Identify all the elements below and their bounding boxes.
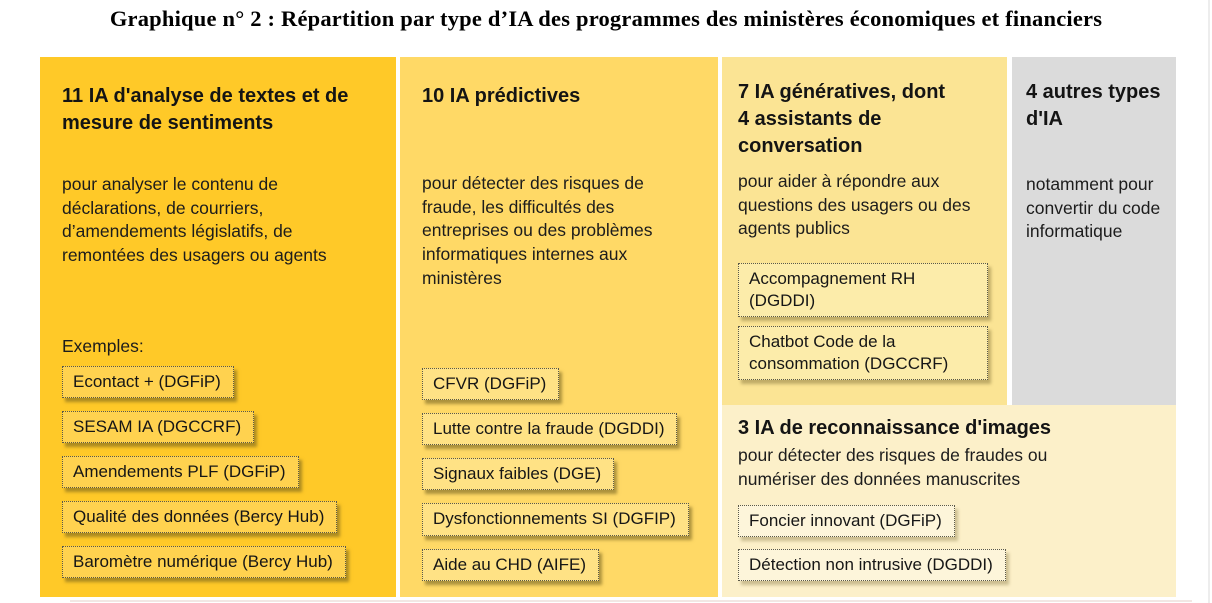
panel-predictive-description: pour détecter des risques de fraude, les difficultés des entreprises ou des problèmes informatiques internes aux ministères (422, 173, 653, 288)
program-box: Aide au CHD (AIFE) (422, 549, 599, 581)
figure-title: Graphique n° 2 : Répartition par type d’IA des programmes des ministères économiques et financiers (109, 6, 1103, 31)
program-box: CFVR (DGFiP) (422, 368, 559, 400)
panel-other-types-description: notamment pour convertir du code informatique (1026, 174, 1161, 242)
program-box: Lutte contre la fraude (DGDDI) (422, 413, 677, 445)
examples-label: Exemples: (62, 335, 144, 356)
panel-predictive (400, 57, 718, 597)
program-box: Baromètre numérique (Bercy Hub) (62, 546, 346, 578)
panel-generative-description: pour aider à répondre aux questions des usagers ou des agents publics (738, 171, 971, 239)
program-box: Détection non intrusive (DGDDI) (738, 549, 1006, 581)
panel-text-analysis (40, 57, 396, 597)
program-box: Dysfonctionnements SI (DGFIP) (422, 503, 689, 535)
panel-other-types-heading: 4 autres types d'IA (1026, 81, 1161, 130)
panel-other-types (1012, 57, 1176, 405)
program-box: Econtact + (DGFiP) (62, 366, 234, 398)
program-box: Signaux faibles (DGE) (422, 458, 614, 490)
program-box: Accompagnement RH (DGDDI) (738, 263, 988, 317)
panel-generative-heading: 7 IA génératives, dont 4 assistants de conversation (738, 81, 946, 157)
panel-text-analysis-description: pour analyser le contenu de déclarations, de courriers, d’amendements législatifs, de remontées des usagers ou agents (62, 174, 327, 265)
panel-text-analysis-heading: 11 IA d'analyse de textes et de mesure de sentiments (62, 85, 349, 134)
panel-generative (722, 57, 1007, 405)
panel-image-recognition-description: pour détecter des risques de fraudes ou numériser des données manuscrites (738, 445, 1048, 489)
panel-image-recognition (722, 405, 1176, 597)
program-box: Chatbot Code de la consommation (DGCCRF) (738, 326, 988, 380)
program-box: Foncier innovant (DGFiP) (738, 505, 955, 537)
program-box: SESAM IA (DGCCRF) (62, 411, 254, 443)
program-box: Amendements PLF (DGFiP) (62, 456, 299, 488)
page-edge-line (70, 600, 1192, 602)
panel-image-recognition-heading: 3 IA de reconnaissance d'images (738, 417, 1052, 439)
panel-predictive-heading: 10 IA prédictives (422, 85, 581, 107)
page-edge-line (1208, 0, 1210, 603)
program-box: Qualité des données (Bercy Hub) (62, 501, 337, 533)
